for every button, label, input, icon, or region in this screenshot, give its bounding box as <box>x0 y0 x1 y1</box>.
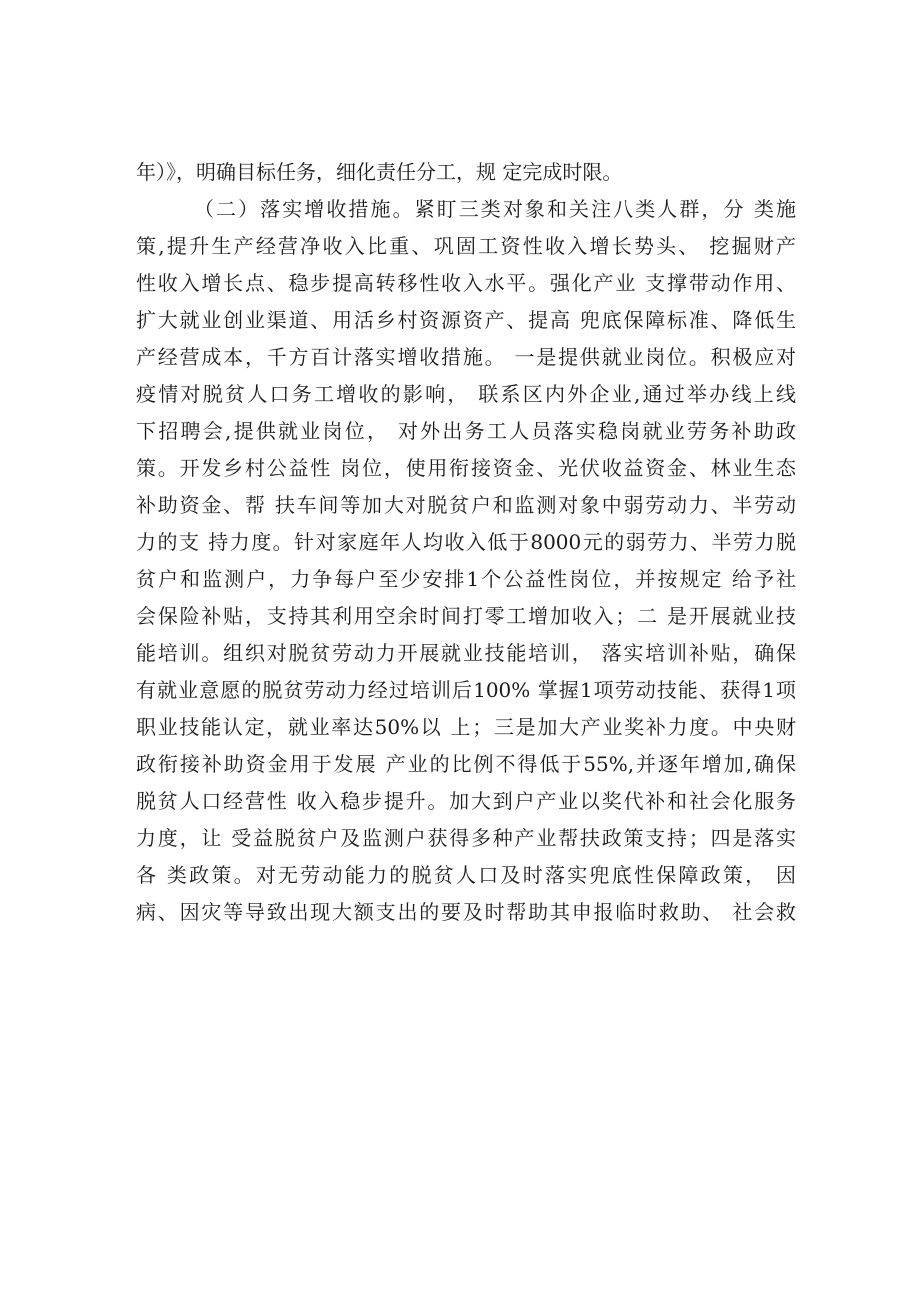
text-line: （二）落实增收措施。紧盯三类对象和关注八类人群，分 类施 <box>194 197 796 221</box>
text-line: 会保险补贴，支持其利用空余时间打零工增加收入；二 是开展就业技 <box>136 604 796 628</box>
text-line: 力的支 持力度。针对家庭年人均收入低于8000元的弱劳力、半劳力脱 <box>136 530 796 554</box>
text-line: 贫户和监测户，力争每户至少安排1个公益性岗位，并按规定 给予社 <box>136 567 796 591</box>
text-line: 疫情对脱贫人口务工增收的影响， 联系区内外企业,通过举办线上线 <box>136 382 796 406</box>
text-line: 策,提升生产经营净收入比重、巩固工资性收入增长势头、 挖掘财产 <box>136 234 796 258</box>
body-text <box>136 154 796 931</box>
text-line: 扩大就业创业渠道、用活乡村资源资产、提高 兜底保障标准、降低生 <box>136 308 796 332</box>
text-line: 策。开发乡村公益性 岗位，使用衔接资金、光伏收益资金、林业生态 <box>136 456 796 480</box>
text-line: 病、因灾等导致出现大额支出的要及时帮助其申报临时救助、 社会救 <box>136 900 796 924</box>
text-line: 职业技能认定，就业率达50%以 上；三是加大产业奖补力度。中央财 <box>136 715 796 739</box>
text-line: 各 类政策。对无劳动能力的脱贫人口及时落实兜底性保障政策， 因 <box>136 863 796 887</box>
text-line: 产经营成本，千方百计落实增收措施。 一是提供就业岗位。积极应对 <box>136 345 796 369</box>
text-line: 有就业意愿的脱贫劳动力经过培训后100% 掌握1项劳动技能、获得1项 <box>136 678 796 702</box>
text-line: 补助资金、帮 扶车间等加大对脱贫户和监测对象中弱劳动力、半劳动 <box>136 493 796 517</box>
text-line: 政衔接补助资金用于发展 产业的比例不得低于55%,并逐年增加,确保 <box>136 752 796 776</box>
text-line: 能培训。组织对脱贫劳动力开展就业技能培训， 落实培训补贴，确保 <box>136 641 796 665</box>
text-line: 年）》，明确目标任务，细化责任分工，规 定完成时限。 <box>136 160 623 184</box>
text-line: 性收入增长点、稳步提高转移性收入水平。强化产业 支撑带动作用、 <box>136 271 796 295</box>
text-line: 力度，让 受益脱贫户及监测户获得多种产业帮扶政策支持；四是落实 <box>136 826 796 850</box>
text-line: 下招聘会,提供就业岗位， 对外出务工人员落实稳岗就业劳务补助政 <box>136 419 796 443</box>
text-line: 脱贫人口经营性 收入稳步提升。加大到户产业以奖代补和社会化服务 <box>136 789 796 813</box>
